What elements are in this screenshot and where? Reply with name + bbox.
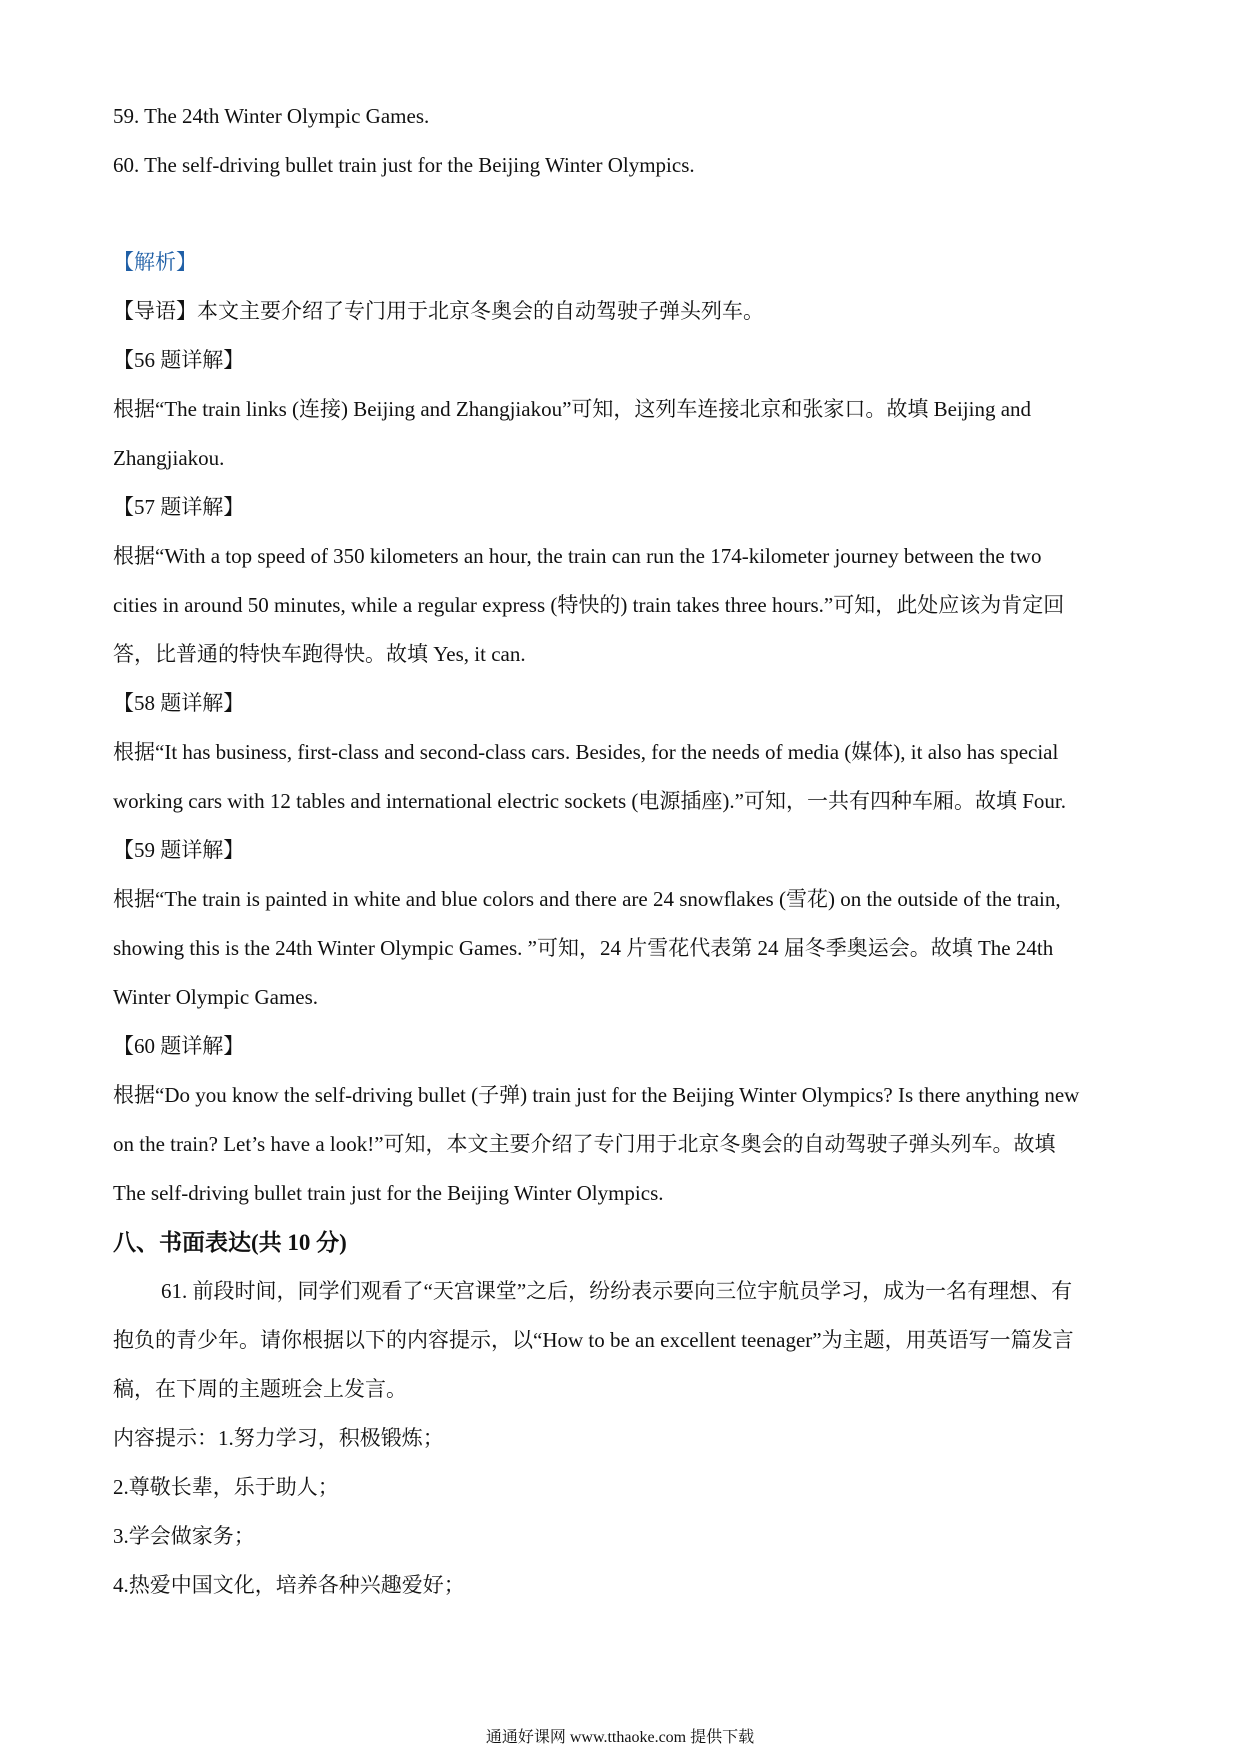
q56-line: 根据“The train links (连接) Beijing and Zhangjiakou”可知，这列车连接北京和张家口。故填 Beijing and xyxy=(113,397,1032,421)
q57-line: 答，比普通的特快车跑得快。故填 Yes, it can. xyxy=(113,642,526,666)
q60-title: 【60 题详解】 xyxy=(113,1034,245,1058)
document-page xyxy=(113,92,1128,1610)
q57-title: 【57 题详解】 xyxy=(113,495,245,519)
writing-section-heading: 八、书面表达(共 10 分) xyxy=(113,1230,347,1255)
answer-60: 60. The self-driving bullet train just for the Beijing Winter Olympics. xyxy=(113,153,695,177)
q60-line: 根据“Do you know the self-driving bullet (子弹) train just for the Beijing Winter Olympics? Is there anything new xyxy=(113,1083,1080,1107)
q60-line: on the train? Let’s have a look!”可知，本文主要介绍了专门用于北京冬奥会的自动驾驶子弹头列车。故填 xyxy=(113,1132,1056,1156)
writing-prompt-line: 稿，在下周的主题班会上发言。 xyxy=(113,1377,407,1401)
q56-line: Zhangjiakou. xyxy=(113,446,225,470)
q59-line: 根据“The train is painted in white and blue colors and there are 24 snowflakes (雪花) on the outside of the train, xyxy=(113,887,1061,911)
analysis-label: 【解析】 xyxy=(113,250,197,274)
q56-title: 【56 题详解】 xyxy=(113,348,245,372)
spacer xyxy=(113,190,1128,238)
q57-line: cities in around 50 minutes, while a regular express (特快的) train takes three hours.”可知，此处应该为肯定回 xyxy=(113,593,1065,617)
q60-line: The self-driving bullet train just for the Beijing Winter Olympics. xyxy=(113,1181,664,1205)
writing-prompt-line: 61. 前段时间，同学们观看了“天宫课堂”之后，纷纷表示要向三位宇航员学习，成为一名有理想、有 xyxy=(161,1279,1073,1303)
q58-line: 根据“It has business, first-class and second-class cars. Besides, for the needs of media (媒体), it also has special xyxy=(113,740,1059,764)
q58-line: working cars with 12 tables and international electric sockets (电源插座).”可知，一共有四种车厢。故填 Four. xyxy=(113,789,1066,813)
answer-59: 59. The 24th Winter Olympic Games. xyxy=(113,104,430,128)
page-footer: 通通好课网 www.tthaoke.com 提供下载 xyxy=(485,1729,755,1746)
analysis-intro: 【导语】本文主要介绍了专门用于北京冬奥会的自动驾驶子弹头列车。 xyxy=(113,299,764,323)
q59-title: 【59 题详解】 xyxy=(113,838,245,862)
writing-hint-2: 2.尊敬长辈，乐于助人； xyxy=(113,1475,339,1499)
q59-line: Winter Olympic Games. xyxy=(113,985,319,1009)
writing-hint-3: 3.学会做家务； xyxy=(113,1524,255,1548)
writing-hint-4: 4.热爱中国文化，培养各种兴趣爱好； xyxy=(113,1573,465,1597)
writing-prompt-line: 抱负的青少年。请你根据以下的内容提示，以“How to be an excellent teenager”为主题，用英语写一篇发言 xyxy=(113,1328,1074,1352)
writing-hint-1: 内容提示：1.努力学习，积极锻炼； xyxy=(113,1426,444,1450)
q58-title: 【58 题详解】 xyxy=(113,691,245,715)
q59-line: showing this is the 24th Winter Olympic Games. ”可知，24 片雪花代表第 24 届冬季奥运会。故填 The 24th xyxy=(113,936,1054,960)
q57-line: 根据“With a top speed of 350 kilometers an hour, the train can run the 174-kilometer journey between the two xyxy=(113,544,1042,568)
